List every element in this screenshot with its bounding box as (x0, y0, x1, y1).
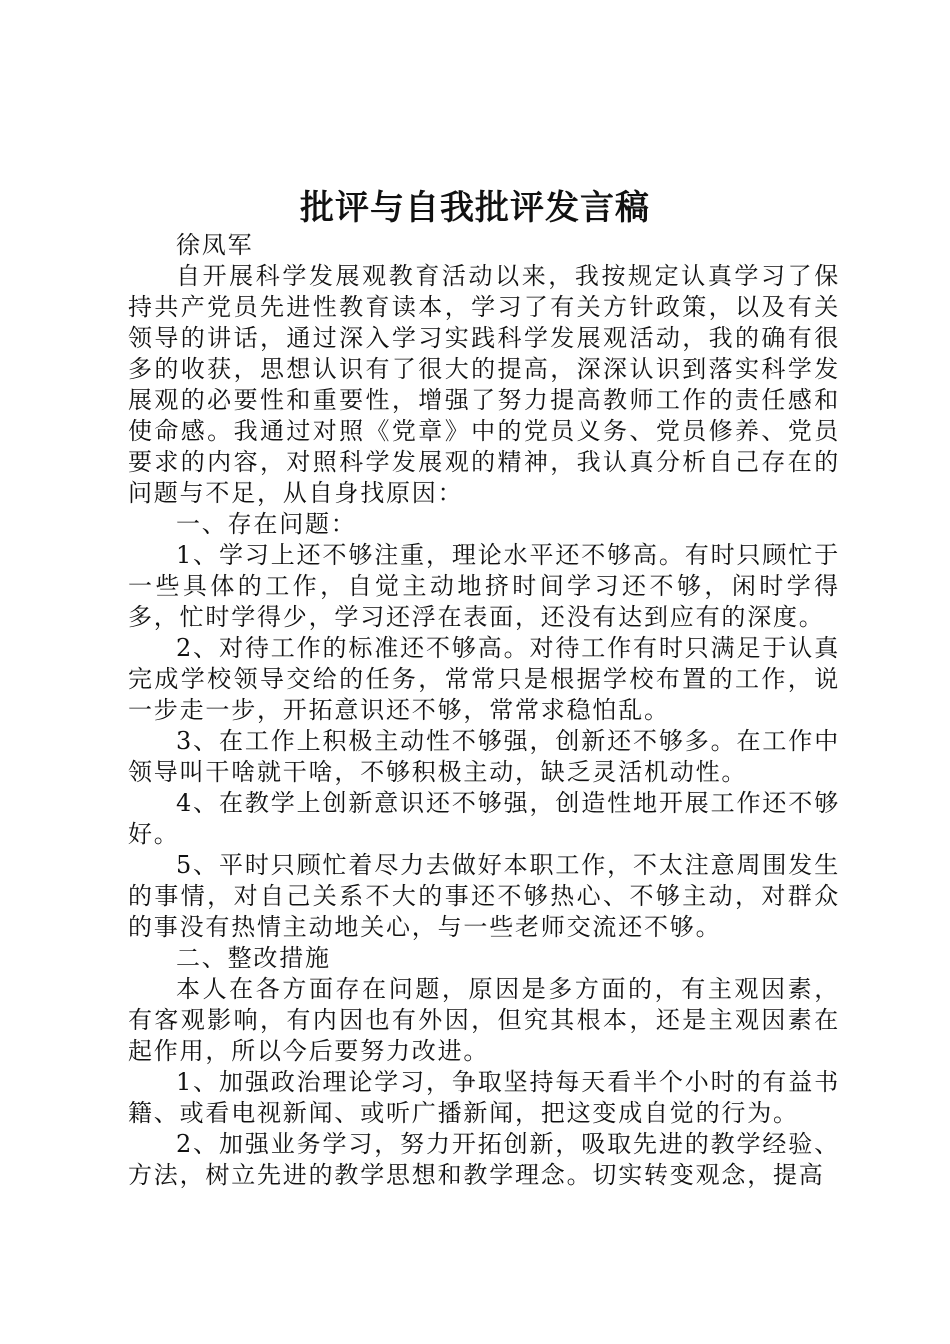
problem-item-4: 4、在教学上创新意识还不够强，创造性地开展工作还不够好。 (128, 789, 840, 848)
problem-item-5: 5、平时只顾忙着尽力去做好本职工作，不太注意周围发生的事情，对自己关系不大的事还不够热心、不够主动，对群众的事没有热情主动地关心，与一些老师交流还不够。 (128, 851, 840, 941)
problem-item-3: 3、在工作上积极主动性不够强，创新还不够多。在工作中领导叫干啥就干啥，不够积极主动，缺乏灵活机动性。 (128, 727, 840, 786)
section-heading-measures: 二、整改措施 (176, 944, 331, 972)
document-title: 批评与自我批评发言稿 (300, 188, 650, 228)
measure-item-1: 1、加强政治理论学习，争取坚持每天看半个小时的有益书籍、或看电视新闻、或听广播新闻，把这变成自觉的行为。 (128, 1068, 840, 1127)
problem-item-1: 1、学习上还不够注重，理论水平还不够高。有时只顾忙于一些具体的工作，自觉主动地挤时间学习还不够，闲时学得多，忙时学得少，学习还浮在表面，还没有达到应有的深度。 (128, 541, 840, 631)
intro-paragraph: 自开展科学发展观教育活动以来，我按规定认真学习了保持共产党员先进性教育读本，学习了有关方针政策，以及有关领导的讲话，通过深入学习实践科学发展观活动，我的确有很多的收获，思想认识有了很大的提高，深深认识到落实科学发展观的必要性和重要性，增强了努力提高教师工作的责任感和使命感。我通过对照《党章》中的党员义务、党员修养、党员要求的内容，对照科学发展观的精神，我认真分析自己存在的问题与不足，从自身找原因： (128, 262, 840, 507)
measure-item-2: 2、加强业务学习，努力开拓创新，吸取先进的教学经验、方法，树立先进的教学思想和教学理念。切实转变观念，提高 (128, 1130, 840, 1189)
section-heading-problems: 一、存在问题： (176, 510, 357, 538)
problem-item-2: 2、对待工作的标准还不够高。对待工作有时只满足于认真完成学校领导交给的任务，常常只是根据学校布置的工作，说一步走一步，开拓意识还不够，常常求稳怕乱。 (128, 634, 840, 724)
measures-intro-paragraph: 本人在各方面存在问题，原因是多方面的，有主观因素，有客观影响，有内因也有外因，但究其根本，还是主观因素在起作用，所以今后要努力改进。 (128, 975, 840, 1065)
author-name: 徐凤军 (176, 231, 254, 259)
document-body (128, 230, 840, 1191)
